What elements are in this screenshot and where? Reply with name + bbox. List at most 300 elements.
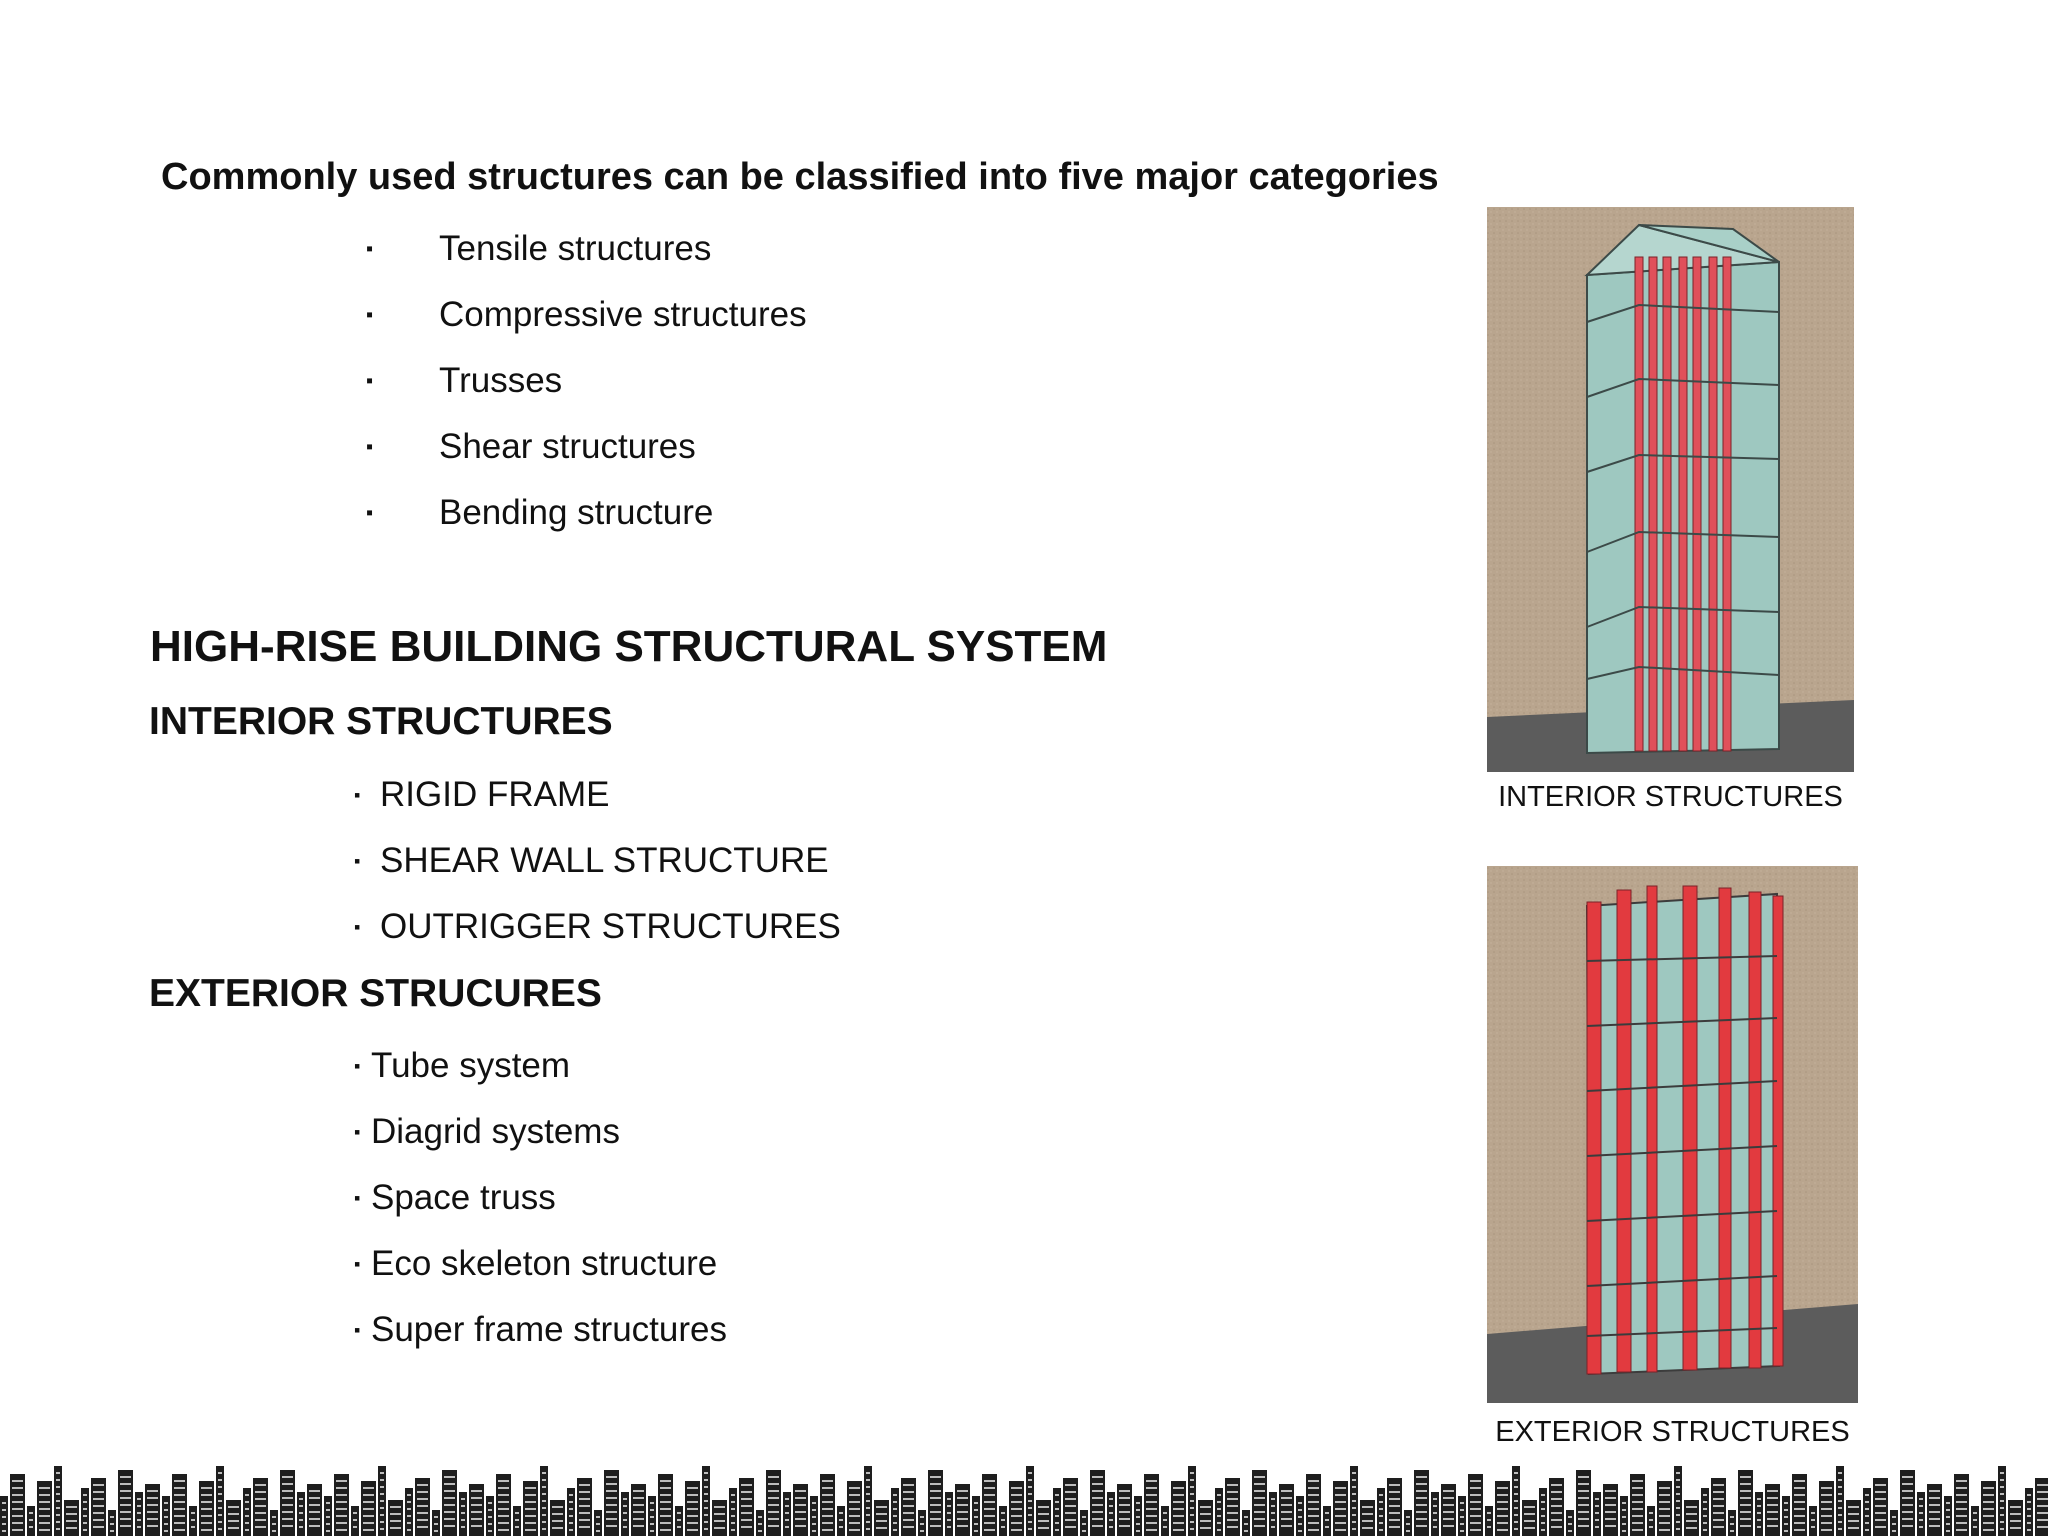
skyline-window (1892, 1516, 1896, 1518)
skyline-window (1065, 1484, 1076, 1486)
skyline-window (1541, 1494, 1545, 1496)
skyline-window (1109, 1505, 1113, 1507)
skyline-window (704, 1514, 708, 1516)
skyline-window (1676, 1479, 1680, 1481)
skyline-window (1433, 1526, 1437, 1528)
skyline-window (660, 1494, 671, 1496)
bullet-icon: ▪ (354, 784, 361, 805)
skyline-window (1055, 1515, 1059, 1517)
skyline-window (768, 1483, 779, 1485)
skyline-window (245, 1508, 249, 1510)
skyline-window (120, 1497, 131, 1499)
skyline-window (299, 1505, 303, 1507)
skyline-window (1109, 1526, 1113, 1528)
skyline-window (66, 1506, 77, 1508)
skyline-window (93, 1484, 104, 1486)
bullet-icon: ▪ (354, 916, 361, 937)
skyline-window (984, 1487, 995, 1489)
skyline-window (731, 1522, 735, 1524)
skyline-window (174, 1487, 185, 1489)
skyline-window (1352, 1514, 1356, 1516)
skyline-window (407, 1529, 411, 1531)
skyline-window (282, 1525, 293, 1527)
skyline-window (974, 1509, 978, 1511)
skyline-window (1838, 1479, 1842, 1481)
skyline-window (1767, 1490, 1778, 1492)
skyline-window (2000, 1528, 2004, 1530)
skyline-window (353, 1519, 357, 1521)
skyline-window (515, 1519, 519, 1521)
skyline-window (255, 1505, 266, 1507)
skyline-window (1821, 1515, 1832, 1517)
skyline-window (542, 1500, 546, 1502)
skyline-window (1902, 1518, 1913, 1520)
skyline-window (1676, 1500, 1680, 1502)
skyline-building (388, 1500, 403, 1536)
skyline-window (1271, 1505, 1275, 1507)
skyline-window (201, 1494, 212, 1496)
skyline-window (1352, 1507, 1356, 1509)
skyline-window (542, 1479, 546, 1481)
skyline-window (704, 1507, 708, 1509)
skyline-window (1946, 1516, 1950, 1518)
skyline-window (1875, 1512, 1886, 1514)
skyline-window (56, 1528, 60, 1530)
skyline-window (1541, 1529, 1545, 1531)
skyline-window (1433, 1512, 1437, 1514)
skyline-window (363, 1501, 374, 1503)
skyline-window (380, 1507, 384, 1509)
skyline-window (1254, 1497, 1265, 1499)
skyline-window (893, 1494, 897, 1496)
skyline-window (1308, 1522, 1319, 1524)
skyline-window (1659, 1508, 1670, 1510)
skyline-window (282, 1504, 293, 1506)
skyline-window (758, 1523, 762, 1525)
skyline-window (1794, 1515, 1805, 1517)
skyline-window (2000, 1521, 2004, 1523)
skyline-window (174, 1515, 185, 1517)
skyline-window (1622, 1530, 1626, 1532)
skyline-window (1055, 1501, 1059, 1503)
skyline-window (1470, 1515, 1481, 1517)
skyline-window (650, 1530, 654, 1532)
skyline-window (1838, 1493, 1842, 1495)
skyline-window (515, 1512, 519, 1514)
skyline-window (83, 1529, 87, 1531)
skyline-window (606, 1504, 617, 1506)
skyline-window (1551, 1498, 1562, 1500)
skyline-window (1433, 1519, 1437, 1521)
skyline-window (1244, 1516, 1248, 1518)
skyline-window (1956, 1508, 1967, 1510)
skyline-window (1227, 1519, 1238, 1521)
skyline-window (633, 1504, 644, 1506)
skyline-window (471, 1511, 482, 1513)
skyline-window (1011, 1515, 1022, 1517)
skyline-window (164, 1502, 168, 1504)
skyline-window (12, 1487, 23, 1489)
skyline-window (1956, 1494, 1967, 1496)
skyline-window (1703, 1508, 1707, 1510)
skyline-window (39, 1529, 50, 1531)
skyline-window (444, 1497, 455, 1499)
skyline-window (596, 1530, 600, 1532)
skyline-window (1173, 1494, 1184, 1496)
skyline-window (903, 1491, 914, 1493)
skyline-window (785, 1498, 789, 1500)
skyline-window (66, 1513, 77, 1515)
skyline-window (542, 1472, 546, 1474)
skyline-window (12, 1515, 23, 1517)
skyline-window (974, 1516, 978, 1518)
skyline-window (390, 1506, 401, 1508)
skyline-window (1541, 1501, 1545, 1503)
skyline-window (984, 1529, 995, 1531)
skyline-window (137, 1505, 141, 1507)
skyline-window (1838, 1500, 1842, 1502)
skyline-window (876, 1527, 887, 1529)
skyline-window (687, 1515, 698, 1517)
skyline-window (1416, 1518, 1427, 1520)
skyline-window (1244, 1523, 1248, 1525)
skyline-window (1136, 1530, 1140, 1532)
skyline-window (417, 1526, 428, 1528)
skyline-window (1794, 1494, 1805, 1496)
skyline-window (920, 1523, 924, 1525)
skyline-window (1811, 1519, 1815, 1521)
skyline-window (1497, 1515, 1508, 1517)
skyline-window (1659, 1522, 1670, 1524)
skyline-building (550, 1500, 565, 1536)
skyline-window (147, 1511, 158, 1513)
skyline-window (1794, 1508, 1805, 1510)
skyline-window (1956, 1515, 1967, 1517)
skyline-window (1686, 1513, 1697, 1515)
skyline-window (498, 1480, 509, 1482)
skyline-window (137, 1512, 141, 1514)
skyline-window (147, 1518, 158, 1520)
skyline-window (2000, 1514, 2004, 1516)
bullet-icon: ▪ (366, 369, 374, 392)
skyline-window (1649, 1526, 1653, 1528)
skyline-window (1082, 1516, 1086, 1518)
skyline-window (191, 1512, 195, 1514)
skyline-window (1055, 1494, 1059, 1496)
skyline-window (390, 1527, 401, 1529)
skyline-window (866, 1486, 870, 1488)
skyline-window (1470, 1487, 1481, 1489)
skyline-window (29, 1519, 33, 1521)
skyline-window (1389, 1526, 1400, 1528)
skyline-window (1362, 1506, 1373, 1508)
skyline-window (947, 1526, 951, 1528)
skyline-window (1028, 1486, 1032, 1488)
skyline-window (623, 1505, 627, 1507)
skyline-window (1119, 1504, 1130, 1506)
skyline-window (2, 1523, 6, 1525)
skyline-window (363, 1487, 374, 1489)
skyline-window (1703, 1494, 1707, 1496)
skyline-window (1973, 1526, 1977, 1528)
skyline-window (1281, 1490, 1292, 1492)
skyline-window (579, 1484, 590, 1486)
skyline-window (1514, 1521, 1518, 1523)
skyline-window (1703, 1515, 1707, 1517)
skyline-window (326, 1530, 330, 1532)
skyline-window (1443, 1525, 1454, 1527)
skyline-window (704, 1493, 708, 1495)
skyline-window (407, 1501, 411, 1503)
skyline-window (1902, 1511, 1913, 1513)
skyline-window (380, 1493, 384, 1495)
skyline-window (1551, 1526, 1562, 1528)
skyline-window (2010, 1506, 2021, 1508)
skyline-window (1794, 1522, 1805, 1524)
skyline-window (1065, 1498, 1076, 1500)
skyline-window (1821, 1508, 1832, 1510)
skyline-window (552, 1513, 563, 1515)
skyline-window (1173, 1529, 1184, 1531)
skyline-window (1514, 1486, 1518, 1488)
skyline-window (417, 1491, 428, 1493)
skyline-window (704, 1486, 708, 1488)
list-item: ▪ Eco skeleton structure (354, 1244, 718, 1283)
skyline-window (1865, 1501, 1869, 1503)
skyline-window (839, 1526, 843, 1528)
skyline-window (812, 1530, 816, 1532)
skyline-building (1630, 1474, 1645, 1536)
skyline-window (714, 1513, 725, 1515)
skyline-window (326, 1523, 330, 1525)
skyline-window (660, 1501, 671, 1503)
skyline-window (1281, 1497, 1292, 1499)
skyline-window (201, 1501, 212, 1503)
skyline-window (1092, 1525, 1103, 1527)
skyline-window (1497, 1487, 1508, 1489)
list-item: ▪ RIGID FRAME (354, 775, 610, 814)
skyline-window (714, 1506, 725, 1508)
skyline-window (768, 1525, 779, 1527)
skyline-window (1740, 1504, 1751, 1506)
skyline-window (1865, 1508, 1869, 1510)
skyline-window (1227, 1491, 1238, 1493)
skyline-window (201, 1508, 212, 1510)
skyline-window (1254, 1504, 1265, 1506)
skyline-window (1632, 1494, 1643, 1496)
skyline-window (1190, 1486, 1194, 1488)
skyline-window (704, 1521, 708, 1523)
skyline-window (1308, 1480, 1319, 1482)
skyline-building (1306, 1474, 1321, 1536)
skyline-window (1929, 1525, 1940, 1527)
skyline-window (1605, 1504, 1616, 1506)
skyline-window (444, 1490, 455, 1492)
skyline-window (1875, 1498, 1886, 1500)
skyline-window (1190, 1479, 1194, 1481)
skyline-window (606, 1483, 617, 1485)
skyline-window (1109, 1512, 1113, 1514)
skyline-building (1198, 1500, 1213, 1536)
bullet-icon: ▪ (366, 435, 374, 458)
skyline-window (633, 1525, 644, 1527)
skyline-window (1352, 1472, 1356, 1474)
skyline-window (920, 1530, 924, 1532)
skyline-building (982, 1474, 997, 1536)
skyline-window (228, 1520, 239, 1522)
skyline-window (1649, 1519, 1653, 1521)
skyline-window (336, 1487, 347, 1489)
skyline-window (866, 1528, 870, 1530)
skyline-window (380, 1521, 384, 1523)
skyline-window (1497, 1508, 1508, 1510)
skyline-window (569, 1522, 573, 1524)
skyline-window (1119, 1518, 1130, 1520)
skyline-window (1352, 1486, 1356, 1488)
skyline-building (712, 1500, 727, 1536)
skyline-window (1298, 1516, 1302, 1518)
skyline-window (407, 1522, 411, 1524)
skyline-window (1298, 1530, 1302, 1532)
skyline-window (1443, 1518, 1454, 1520)
skyline-window (299, 1498, 303, 1500)
skyline-window (147, 1490, 158, 1492)
skyline-window (417, 1498, 428, 1500)
skyline-window (1325, 1512, 1329, 1514)
skyline-window (839, 1519, 843, 1521)
skyline-window (461, 1512, 465, 1514)
skyline-window (1065, 1526, 1076, 1528)
skyline-window (1200, 1527, 1211, 1529)
skyline-window (876, 1520, 887, 1522)
skyline-window (812, 1509, 816, 1511)
skyline-building (1954, 1474, 1969, 1536)
skyline-window (1217, 1529, 1221, 1531)
skyline-window (1956, 1522, 1967, 1524)
bullet-icon: ▪ (366, 303, 374, 326)
skyline-window (1416, 1490, 1427, 1492)
skyline-window (2037, 1526, 2048, 1528)
skyline-window (1011, 1522, 1022, 1524)
skyline-window (893, 1529, 897, 1531)
skyline-window (255, 1491, 266, 1493)
skyline-window (1379, 1515, 1383, 1517)
skyline-window (704, 1500, 708, 1502)
list-item: ▪ Space truss (354, 1178, 556, 1217)
skyline-window (1838, 1472, 1842, 1474)
skyline-window (957, 1525, 968, 1527)
skyline-window (542, 1521, 546, 1523)
skyline-window (633, 1490, 644, 1492)
skyline-window (488, 1509, 492, 1511)
skyline-window (120, 1518, 131, 1520)
skyline-window (1632, 1487, 1643, 1489)
skyline-window (984, 1522, 995, 1524)
skyline-window (1271, 1512, 1275, 1514)
skyline-building (658, 1474, 673, 1536)
skyline-window (984, 1480, 995, 1482)
skyline-window (120, 1525, 131, 1527)
skyline-window (2010, 1527, 2021, 1529)
skyline-window (849, 1508, 860, 1510)
skyline-window (1325, 1526, 1329, 1528)
skyline-window (579, 1526, 590, 1528)
skyline-window (569, 1515, 573, 1517)
skyline-window (1470, 1480, 1481, 1482)
skyline-building (64, 1500, 79, 1536)
skyline-window (957, 1511, 968, 1513)
skyline-window (380, 1500, 384, 1502)
skyline-window (687, 1501, 698, 1503)
skyline-window (795, 1511, 806, 1513)
skyline-window (687, 1522, 698, 1524)
skyline-window (417, 1512, 428, 1514)
skyline-window (488, 1530, 492, 1532)
skyline-window (1470, 1508, 1481, 1510)
skyline-window (1055, 1529, 1059, 1531)
skyline-window (380, 1472, 384, 1474)
skyline-window (1622, 1516, 1626, 1518)
skyline-window (1406, 1523, 1410, 1525)
skyline-window (1487, 1512, 1491, 1514)
skyline-window (1308, 1508, 1319, 1510)
skyline-window (1605, 1490, 1616, 1492)
skyline-window (768, 1490, 779, 1492)
skyline-window (498, 1515, 509, 1517)
skyline-window (795, 1504, 806, 1506)
skyline-window (336, 1522, 347, 1524)
skyline-window (282, 1483, 293, 1485)
skyline-window (363, 1529, 374, 1531)
skyline-window (731, 1508, 735, 1510)
bullet-icon: ▪ (354, 1253, 361, 1274)
skyline-window (218, 1486, 222, 1488)
skyline-window (1119, 1511, 1130, 1513)
skyline-window (1443, 1490, 1454, 1492)
skyline-window (56, 1472, 60, 1474)
skyline-window (1497, 1529, 1508, 1531)
list-item: ▪ Diagrid systems (354, 1112, 620, 1151)
skyline-window (1352, 1493, 1356, 1495)
skyline-window (893, 1515, 897, 1517)
skyline-window (336, 1508, 347, 1510)
skyline-window (1352, 1479, 1356, 1481)
skyline-window (1838, 1507, 1842, 1509)
skyline-window (12, 1522, 23, 1524)
skyline-window (56, 1500, 60, 1502)
skyline-window (245, 1522, 249, 1524)
skyline-window (1146, 1515, 1157, 1517)
skyline-window (542, 1486, 546, 1488)
skyline-window (326, 1516, 330, 1518)
skyline-window (1686, 1527, 1697, 1529)
skyline-window (272, 1516, 276, 1518)
skyline-window (218, 1528, 222, 1530)
skyline-window (687, 1487, 698, 1489)
skyline-window (1028, 1472, 1032, 1474)
skyline-window (1038, 1506, 1049, 1508)
exterior-building-illustration (1487, 866, 1858, 1403)
skyline-window (866, 1472, 870, 1474)
skyline-window (1254, 1483, 1265, 1485)
skyline-window (147, 1504, 158, 1506)
skyline-window (1578, 1511, 1589, 1513)
skyline-window (498, 1501, 509, 1503)
skyline-window (461, 1519, 465, 1521)
skyline-window (1892, 1530, 1896, 1532)
skyline-window (1470, 1501, 1481, 1503)
skyline-window (1227, 1512, 1238, 1514)
